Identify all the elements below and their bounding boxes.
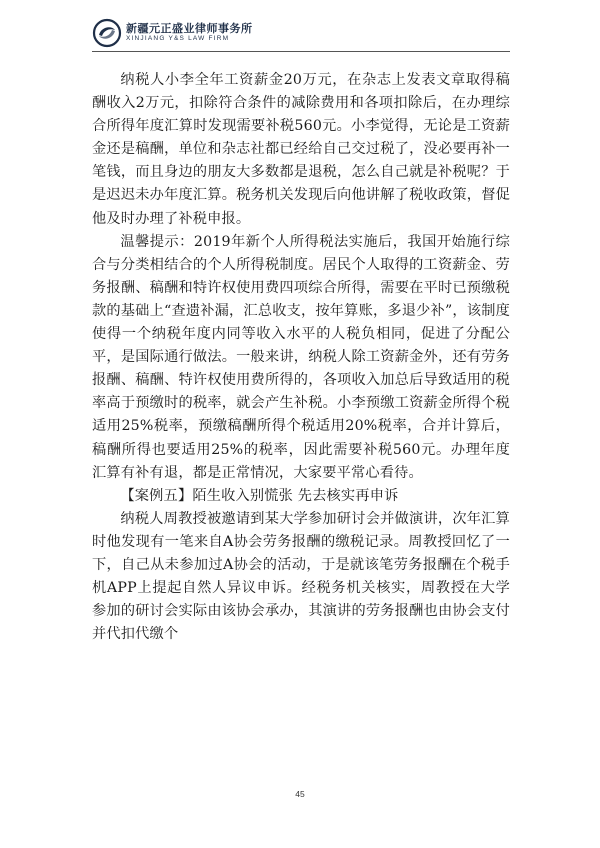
paragraph-case-four-story: 纳税人小李全年工资薪金20万元，在杂志上发表文章取得稿酬收入2万元，扣除符合条件的减除费用和各项扣除后，在办理综合所得年度汇算时发现需要补税560元。小李觉得，无论是工资薪金还是稿酬，单位和杂志社都已经给自己交过税了，没必要再补一笔钱，而且身边的朋友大多数都是退税，怎么自己就是补税呢？于是迟迟未办年度汇算。税务机关发现后向他讲解了税收政策，督促他及时办理了补税申报。 [92, 72, 510, 227]
paragraph-case-five-story: 纳税人周教授被邀请到某大学参加研讨会并做演讲，次年汇算时他发现有一笔来自A协会劳务报酬的缴税记录。周教授回忆了一下，自己从未参加过A协会的活动，于是就该笔劳务报酬在个税手机APP上提起自然人异议申诉。经税务机关核实，周教授在大学参加的研讨会实际由该协会承办，其演讲的劳务报酬也由协会支付并代扣代缴个 [92, 510, 510, 643]
paragraph-warm-tip: 温馨提示：2019年新个人所得税法实施后，我国开始施行综合与分类相结合的个人所得税制度。居民个人取得的工资薪金、劳务报酬、稿酬和特许权使用费四项综合所得，需要在平时已预缴税款的基础上“查遗补漏，汇总收支，按年算账，多退少补”，该制度使得一个纳税年度内同等收入水平的人税负相同，促进了分配公平，是国际通行做法。一般来讲，纳税人除工资薪金外，还有劳务报酬、稿酬、特许权使用费所得的，各项收入加总后导致适用的税率高于预缴时的税率，就会产生补税。小李预缴工资薪金所得个税适用25%税率，预缴稿酬所得个税适用20%税率，合并计算后，稿酬所得也要适用25%的税率，因此需要补税560元。办理年度汇算有补有退，都是正常情况，大家要平常心看待。 [92, 233, 510, 481]
page-header [92, 18, 532, 52]
document-body [92, 69, 510, 646]
firm-name-en: XINJIANG Y&S LAW FIRM [126, 35, 230, 42]
firm-logo-icon [92, 18, 122, 48]
page-number: 45 [295, 789, 305, 799]
case-five-heading: 【案例五】陌生收入别慌张 先去核实再申诉 [120, 487, 399, 504]
firm-name-cn: 新疆元正盛业律师事务所 [126, 23, 253, 35]
header-divider [92, 51, 510, 52]
